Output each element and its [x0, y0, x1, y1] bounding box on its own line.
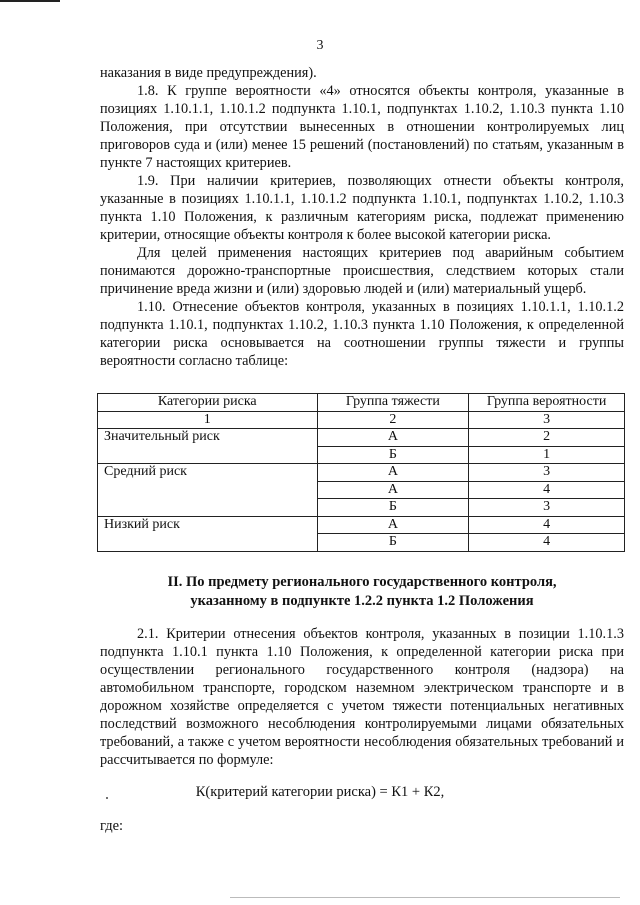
probability-cell: 3	[469, 499, 625, 517]
table-numbering-row	[98, 411, 625, 429]
probability-cell: 4	[469, 481, 625, 499]
paragraph-1-8: 1.8. К группе вероятности «4» относятся объекты контроля, указанные в позициях 1.10.1.1, 1.10.1.2 подпункта 1.10.1, подпунктах 1.10.2, 1.10.3 пункта 1.10 Положения, при отсутствии вынесенных в отношении контролируемых лиц приговоров суда и (или) менее 15 решений (постановлений) по статьям, указанным в пункте 7 настоящих критериев.	[100, 83, 624, 171]
probability-cell: 1	[469, 446, 625, 464]
page-number: 3	[316, 38, 324, 53]
probability-cell: 2	[469, 429, 625, 447]
col-number: 2	[317, 411, 469, 429]
severity-cell: Б	[317, 499, 469, 517]
paragraph-1-9: 1.9. При наличии критериев, позволяющих отнести объекты контроля, указанные в позициях 1.10.1.1, 1.10.1.2 подпункта 1.10.1, подпунктах 1.10.2, 1.10.3 пункта 1.10 Положения, к различным категориям риска, подлежат применению критерии, относящие объекты контроля к более высокой категории риска.	[100, 173, 624, 243]
paragraph-2-1: 2.1. Критерии отнесения объектов контроля, указанных в позиции 1.10.1.3 подпункта 1.10.1 пункта 1.10 Положения, к определенной категории риска при осуществлении регионального государственного контроля (надзора) на автомобильном транспорте, городском наземном электрическом транспорте и в дорожном хозяйстве определяется с учетом тяжести потенциальных негативных последствий возможного несоблюдения контролируемыми лицами обязательных требований, а также с учетом вероятности несоблюдения обязательных требований и рассчитывается по формуле:	[100, 626, 624, 768]
header-category: Категории риска	[98, 394, 318, 412]
paragraph-definition: Для целей применения настоящих критериев под аварийным событием понимаются дорожно-транспортные происшествия, следствием которых стали причинение вреда жизни и (или) здоровью людей и (или) материальный ущерб.	[100, 245, 624, 297]
section-heading-line-2: указанному в подпункте 1.2.2 пункта 1.2 Положения	[190, 593, 534, 609]
severity-cell: А	[317, 464, 469, 482]
severity-cell: А	[317, 481, 469, 499]
table-row	[98, 516, 625, 534]
table-row	[98, 464, 625, 482]
top-edge-line	[0, 0, 60, 2]
text-block-top	[100, 64, 624, 370]
risk-formula: К(критерий категории риска) = К1 + К2,	[195, 784, 445, 800]
paragraph-continuation: наказания в виде предупреждения).	[100, 65, 317, 81]
table-row	[98, 429, 625, 447]
header-probability: Группа вероятности	[469, 394, 625, 412]
section-heading	[100, 573, 624, 611]
severity-cell: А	[317, 429, 469, 447]
probability-cell: 4	[469, 534, 625, 552]
severity-cell: Б	[317, 446, 469, 464]
col-number: 3	[469, 411, 625, 429]
severity-cell: А	[317, 516, 469, 534]
table-header-row	[98, 394, 625, 412]
bottom-edge-line	[230, 897, 620, 898]
section-heading-line-1: II. По предмету регионального государственного контроля,	[167, 574, 557, 590]
col-number: 1	[98, 411, 318, 429]
paragraph-1-10: 1.10. Отнесение объектов контроля, указанных в позициях 1.10.1.1, 1.10.1.2 подпункта 1.10.1, подпунктах 1.10.2, 1.10.3 пункта 1.10 Положения, к определенной категории риска основывается на соотношении группы тяжести и группы вероятности согласно таблице:	[100, 299, 624, 369]
where-label: где:	[100, 818, 124, 834]
probability-cell: 3	[469, 464, 625, 482]
category-cell: Средний риск	[98, 464, 318, 517]
probability-cell: 4	[469, 516, 625, 534]
category-cell: Низкий риск	[98, 516, 318, 551]
text-block-section-2	[100, 625, 624, 769]
severity-cell: Б	[317, 534, 469, 552]
risk-category-table	[97, 393, 625, 552]
category-cell: Значительный риск	[98, 429, 318, 464]
header-severity: Группа тяжести	[317, 394, 469, 412]
